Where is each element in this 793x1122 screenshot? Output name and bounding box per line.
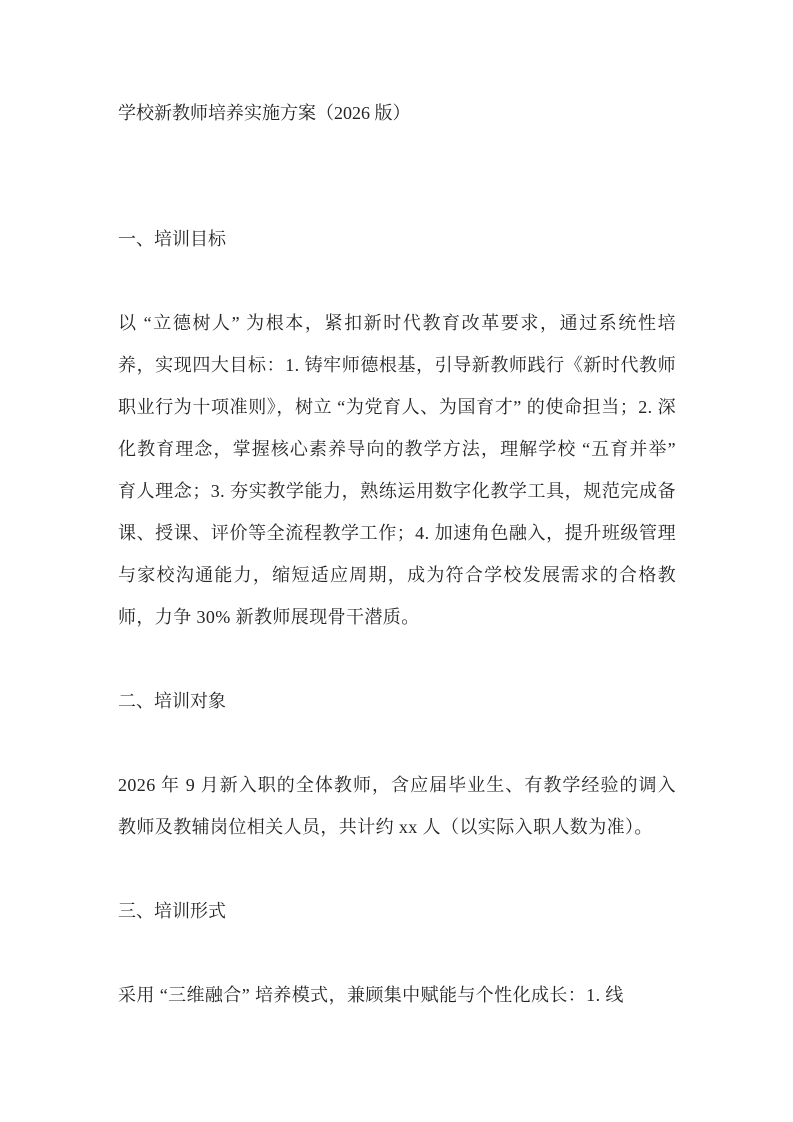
section-heading-training-format: 三、培训形式 xyxy=(118,901,226,921)
section-heading-training-objectives: 一、培训目标 xyxy=(118,229,226,249)
section-training-targets xyxy=(118,680,676,848)
section-paragraph-training-targets: 2026 年 9 月新入职的全体教师，含应届毕业生、有教学经验的调入教师及教辅岗位相关人员，共计约 xx 人（以实际入职人数为准）。 xyxy=(118,775,676,837)
section-paragraph-training-objectives: 以 “立德树人” 为根本，紧扣新时代教育改革要求，通过系统性培养，实现四大目标：1. 铸牢师德根基，引导新教师践行《新时代教师职业行为十项准则》，树立 “为党育人、为国育才” 的使命担当；2. 深化教育理念，掌握核心素养导向的教学方法，理解学校 “五育并举” 育人理念；3. 夯实教学能力，熟练运用数字化教学工具，规范完成备课、授课、评价等全流程教学工作；4. 加速角色融入，提升班级管理与家校沟通能力，缩短适应周期，成为符合学校发展需求的合格教师，力争 30% 新教师展现骨干潜质。 xyxy=(118,313,676,627)
section-heading-training-targets: 二、培训对象 xyxy=(118,691,226,711)
document-title: 学校新教师培养实施方案（2026 版） xyxy=(118,103,411,123)
section-paragraph-training-format: 采用 “三维融合” 培养模式，兼顾集中赋能与个性化成长：1. 线 xyxy=(118,985,624,1005)
section-training-objectives xyxy=(118,218,676,638)
section-training-format xyxy=(118,890,676,1016)
